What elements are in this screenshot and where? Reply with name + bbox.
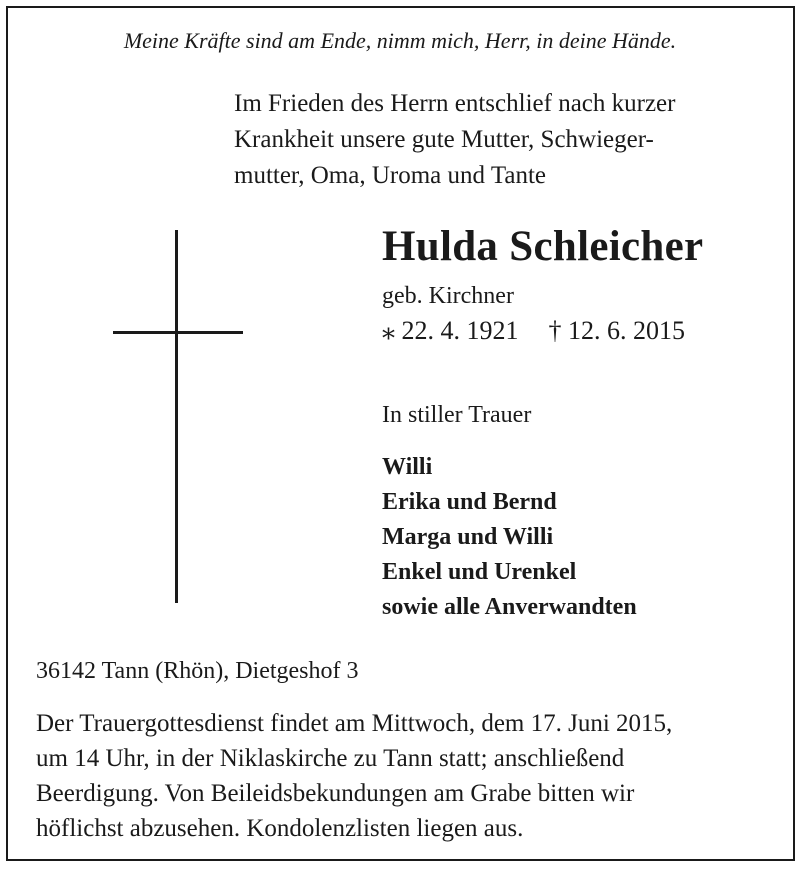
service-line: Beerdigung. Von Beileidsbekundungen am Grabe bitten wir <box>36 780 635 807</box>
mourner-name: Willi <box>382 454 433 480</box>
maiden-name: geb. Kirchner <box>382 283 514 309</box>
service-line: höflichst abzusehen. Kondolenzlisten liegen aus. <box>36 815 524 842</box>
mourners-list <box>382 450 637 625</box>
mourner-name: Marga und Willi <box>382 524 554 550</box>
intro-line: mutter, Oma, Uroma und Tante <box>234 162 546 189</box>
intro-line: Im Frieden des Herrn entschlief nach kurzer <box>234 90 676 117</box>
service-notice <box>36 706 672 846</box>
service-line: Der Trauergottesdienst findet am Mittwoch, dem 17. Juni 2015, <box>36 710 673 737</box>
mourners-heading: In stiller Trauer <box>382 402 532 428</box>
mourner-name: Enkel und Urenkel <box>382 559 577 585</box>
life-dates <box>382 316 685 346</box>
mourner-name: Erika und Bernd <box>382 489 557 515</box>
mourner-name: sowie alle Anverwandten <box>382 594 637 620</box>
motto-verse: Meine Kräfte sind am Ende, nimm mich, Herr, in deine Hände. <box>123 28 677 53</box>
birth-date: ⁎ 22. 4. 1921 <box>382 316 519 345</box>
service-line: um 14 Uhr, in der Niklaskirche zu Tann statt; anschließend <box>36 745 625 772</box>
death-date: † 12. 6. 2015 <box>548 316 685 345</box>
cross-horizontal-bar <box>113 331 243 334</box>
cross-vertical-bar <box>175 230 178 603</box>
intro-text <box>234 86 675 194</box>
intro-line: Krankheit unsere gute Mutter, Schwieger- <box>234 126 654 153</box>
family-address: 36142 Tann (Rhön), Dietgeshof 3 <box>36 658 359 684</box>
deceased-name: Hulda Schleicher <box>382 223 704 270</box>
